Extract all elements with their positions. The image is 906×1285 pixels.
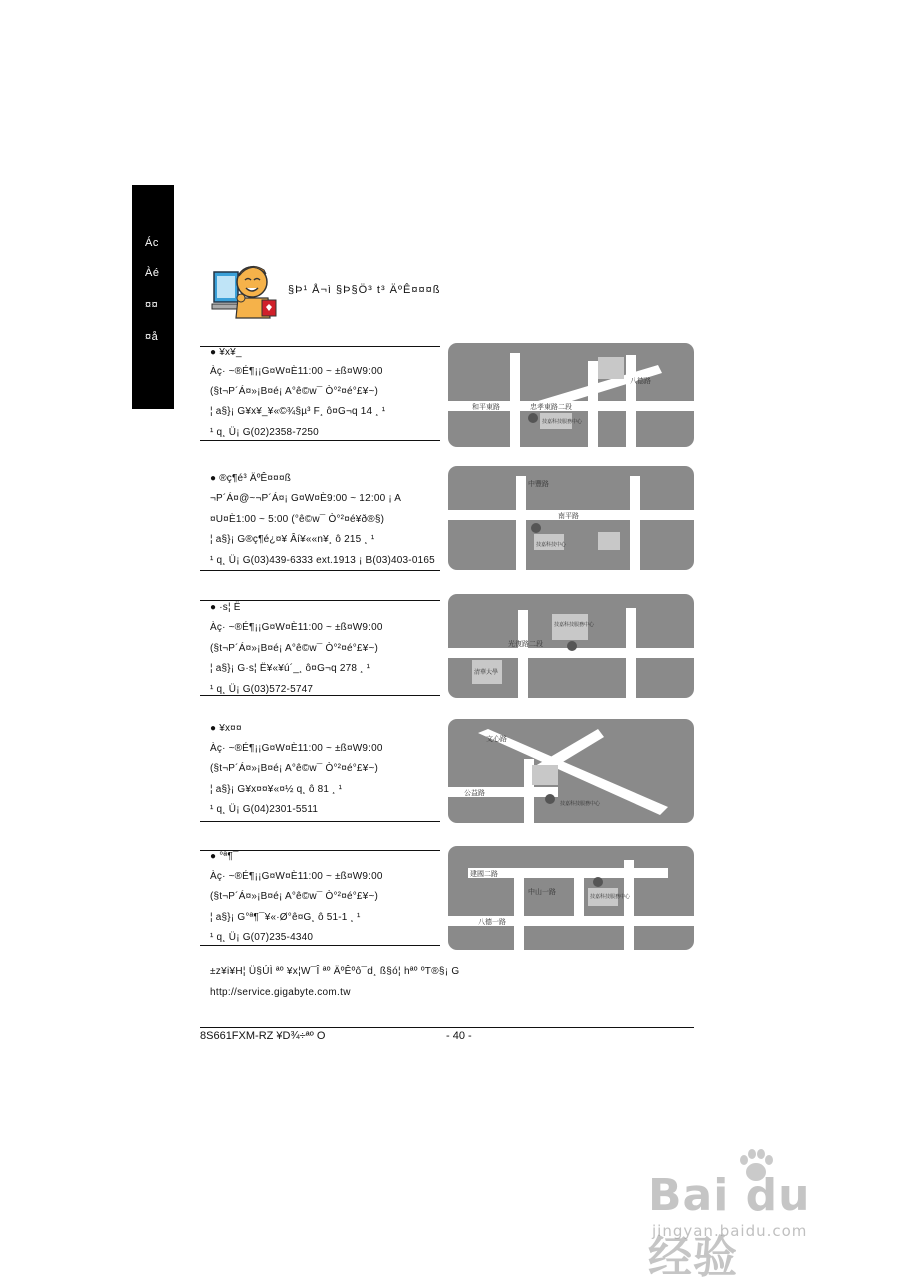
office-address: ¦ a§}¡ G·s¦ Ë¥«¥ú´_¸ ô¤G¬q 278 ¸ ¹ <box>210 663 371 674</box>
service-link[interactable]: http://service.gigabyte.com.tw <box>210 987 351 998</box>
side-tab-label: ¤¤ <box>145 299 159 311</box>
map-label: 八德路 <box>630 377 651 385</box>
divider <box>200 570 440 571</box>
office-hours-note: ¤U¤È1:00 ~ 5:00 (°ê©w¯ Ò°²¤é¥ð®§) <box>210 514 385 525</box>
office-hours: Àç· ~®É¶¡¡G¤W¤È11:00 ~ ±ß¤W9:00 <box>210 743 383 754</box>
map-label: 中豐路 <box>528 480 549 488</box>
map-label: 和平東路 <box>472 403 500 411</box>
office-phone: ¹ q¸ Ü¡ G(02)2358-7250 <box>210 427 319 438</box>
footer-model: 8S661FXM-RZ ¥D¾÷ªº O <box>200 1030 326 1042</box>
divider <box>200 440 440 441</box>
office-address: ¦ a§}¡ G°ª¶¯¥«·Ø°ê¤G¸ ô 51-1 ¸ ¹ <box>210 912 361 923</box>
divider <box>200 695 440 696</box>
map-label: 光復路二段 <box>508 640 543 648</box>
service-note: ±z¥i¥H¦ Ü§ÚÌ ªº ¥x¦W¯Î ªº ÄºÊºô¯d¸ ß§ó¦ hªº ºT®§¡ G <box>210 966 460 977</box>
map-label: 清華大學 <box>474 669 499 676</box>
map-label: 技嘉科技服務中心 <box>560 801 601 807</box>
office-title: ● ®ç¶é³ ÄºÊ¤¤¤ß <box>210 473 292 484</box>
map-label: 南平路 <box>558 512 579 520</box>
office-hours-note: (§t¬P´Á¤»¡B¤é¡ A°ê©w¯ Ò°²¤é°£¥~) <box>210 763 379 774</box>
office-hours: ¬P´Á¤@~¬P´Á¤¡ G¤W¤È9:00 ~ 12:00 ¡ A <box>210 493 402 504</box>
office-block <box>200 346 440 442</box>
side-tab-label: Àé <box>145 267 160 279</box>
office-hours: Àç· ~®É¶¡¡G¤W¤È11:00 ~ ±ß¤W9:00 <box>210 871 383 882</box>
page-number: - 40 - <box>446 1030 472 1042</box>
baidu-watermark <box>648 1148 868 1283</box>
side-tab-label: ¤å <box>145 331 159 343</box>
office-block <box>200 850 440 946</box>
office-phone: ¹ q¸ Ü¡ G(07)235-4340 <box>210 932 314 943</box>
office-hours-note: (§t¬P´Á¤»¡B¤é¡ A°ê©w¯ Ò°²¤é°£¥~) <box>210 643 379 654</box>
office-address: ¦ a§}¡ G¥x¤¤¥«¤½ q¸ ô 81 ¸ ¹ <box>210 784 343 795</box>
watermark-url: jingyan.baidu.com <box>652 1222 808 1240</box>
map-label: 八德一路 <box>478 918 506 926</box>
office-map <box>448 846 694 950</box>
map-label: 忠孝東路二段 <box>530 403 572 411</box>
map-label: 建國二路 <box>470 870 498 878</box>
office-map <box>448 719 694 823</box>
office-hours-note: (§t¬P´Á¤»¡B¤é¡ A°ê©w¯ Ò°²¤é°£¥~) <box>210 891 379 902</box>
divider <box>200 600 440 601</box>
office-map <box>448 594 694 698</box>
map-label: 公益路 <box>464 789 485 797</box>
office-map <box>448 343 694 447</box>
office-title: ● ·s¦ Ë <box>210 602 241 613</box>
office-block <box>200 725 440 821</box>
chapter-side-tab <box>132 185 174 409</box>
mascot-icon <box>208 262 280 320</box>
office-address: ¦ a§}¡ G¥x¥_¥«©¾§µ³ F¸ ô¤G¬q 14 ¸ ¹ <box>210 406 386 417</box>
office-title: ● ¥x¥_ <box>210 347 242 358</box>
office-title: ● ¥x¤¤ <box>210 723 242 734</box>
office-hours-note: (§t¬P´Á¤»¡B¤é¡ A°ê©w¯ Ò°²¤é°£¥~) <box>210 386 379 397</box>
map-label: 技嘉科技服務中心 <box>542 419 583 425</box>
office-block <box>200 475 440 571</box>
watermark-brand: Bai du 经验 <box>648 1170 811 1283</box>
side-tab-label: Ác <box>145 237 159 249</box>
office-phone: ¹ q¸ Ü¡ G(04)2301-5511 <box>210 804 319 815</box>
map-label: 文心路 <box>486 735 507 743</box>
footer-divider <box>200 1027 694 1028</box>
map-label: 中山一路 <box>528 888 556 896</box>
office-phone: ¹ q¸ Ü¡ G(03)572-5747 <box>210 684 314 695</box>
office-title: ● °ª¶¯ <box>210 851 239 862</box>
office-phone: ¹ q¸ Ü¡ G(03)439-6333 ext.1913 ¡ B(03)403-0165 <box>210 555 435 566</box>
section-heading: §Þ¹ Å¬ì §Þ§Ö³ t³ ÄºÊ¤¤¤ß <box>288 284 441 296</box>
office-hours: Àç· ~®É¶¡¡G¤W¤È11:00 ~ ±ß¤W9:00 <box>210 366 383 377</box>
divider <box>200 821 440 822</box>
office-hours: Àç· ~®É¶¡¡G¤W¤È11:00 ~ ±ß¤W9:00 <box>210 622 383 633</box>
office-block <box>200 600 440 696</box>
divider <box>200 945 440 946</box>
office-map <box>448 466 694 570</box>
map-label: 技嘉科技中心 <box>536 542 567 548</box>
map-label: 技嘉科技服務中心 <box>554 622 595 628</box>
office-address: ¦ a§}¡ G®ç¶é¿¤¥ Âí¥««n¥¸ ô 215 ¸ ¹ <box>210 534 375 545</box>
map-label: 技嘉科技服務中心 <box>590 894 631 900</box>
